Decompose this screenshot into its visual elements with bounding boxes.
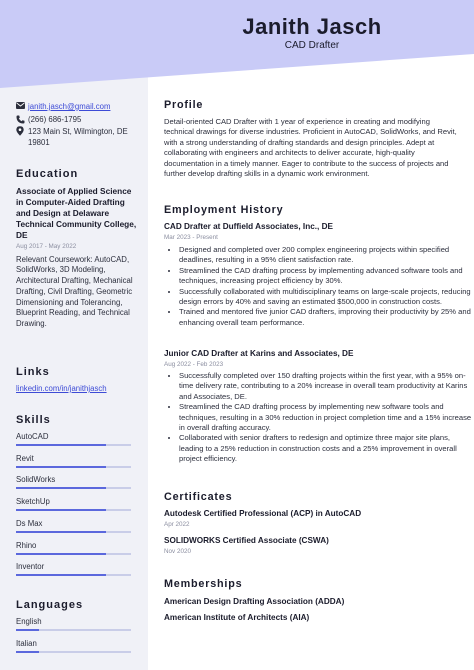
links-heading: Links [16,366,50,378]
skill-level-fill [16,574,106,576]
skill-label: Rhino [16,540,37,550]
language-label: Italian [16,638,37,648]
phone-icon [16,115,28,126]
skill-label: Inventor [16,562,45,572]
job-bullet: • Trained and mentored five junior CAD drafters, improving their productivity by 25% and enhancing overall team performance. [179,307,474,328]
skills-heading: Skills [16,414,51,426]
certificate-title: Autodesk Certified Professional (ACP) in AutoCAD [164,509,362,518]
job-bullet: • Successfully collaborated with multidisciplinary teams on large-scale projects, reducing design errors by 40% and saving an estimated $500,000 in construction costs. [179,287,474,308]
skill-label: SketchUp [16,497,50,507]
skill-label: Revit [16,453,34,463]
email-link[interactable]: janith.jasch@gmail.com [28,102,111,111]
job-bullets [164,245,474,328]
skill-level-fill [16,466,106,468]
education-degree: Associate of Applied Science in Computer-Aided Drafting and Design at Delaware Technical Community College, DE [16,186,137,240]
skill-level-bar [16,531,131,533]
job-dates: Mar 2023 - Present [164,234,218,241]
education-block [16,186,138,330]
language-level-fill [16,651,39,653]
employment-heading: Employment History [164,204,284,216]
skill-level-fill [16,531,106,533]
profile-heading: Profile [164,99,204,111]
skill-level-fill [16,487,106,489]
job-title: CAD Drafter at Duffield Associates, Inc., DE [164,222,333,231]
language-level-bar [16,629,131,631]
contact-address-row [16,126,138,148]
job-title: Junior CAD Drafter at Karins and Associates, DE [164,349,354,358]
education-heading: Education [16,168,79,180]
phone-number: (266) 686-1795 [28,115,82,124]
job-bullet: • Streamlined the CAD drafting process by implementing new software tools and techniques, resulting in a 30% reduction in project completion time and a 15% increase in overall drafting accuracy. [179,402,474,433]
skill-level-bar [16,444,131,446]
certificate-title: SOLIDWORKS Certified Associate (CSWA) [164,536,329,545]
candidate-name: Janith Jasch [242,14,382,39]
skill-label: AutoCAD [16,432,49,441]
certificate-date: Nov 2020 [164,548,191,555]
membership-item: American Institute of Architects (AIA) [164,613,310,622]
job-bullet: • Successfully completed over 150 drafting projects within the first year, with a 95% on-time delivery rate, contributing to a 20% increase in overall team productivity at Karins and Associates, DE. [179,371,474,402]
language-level-fill [16,629,39,631]
languages-heading: Languages [16,599,84,611]
address-text: 123 Main St, Wilmington, DE 19801 [28,127,128,147]
skill-level-fill [16,444,106,446]
membership-item: American Design Drafting Association (ADDA) [164,597,345,606]
language-label: English [16,617,42,626]
skill-level-bar [16,487,131,489]
language-level-bar [16,651,131,653]
job-bullets [164,371,474,465]
candidate-role: CAD Drafter [284,40,340,51]
skill-level-bar [16,466,131,468]
skill-label: Ds Max [16,518,43,528]
education-dates: Aug 2017 - May 2022 [16,243,77,250]
skill-level-bar [16,574,131,576]
profile-text: Detail-oriented CAD Drafter with 1 year of experience in creating and modifying technical drawings for diverse industries. Proficient in AutoCAD, SolidWorks, and Revit, with a strong understanding of drafting standards and design principles. Adept at collaborating with engineers and architects to deliver accurate, high-quality documentation in a timely manner. Eager to contribute to the success of projects and further develop drafting skills in a dynamic work environment. [164,117,457,179]
certificates-heading: Certificates [164,491,233,503]
education-coursework: Relevant Coursework: AutoCAD, SolidWorks, 3D Modeling, Architectural Drafting, Mechanical Drafting, Civil Drafting, Geometric Dimensioning and Tolerancing, Blueprint Reading, and Technical Drawing. [16,254,133,328]
skill-level-fill [16,553,106,555]
skill-level-fill [16,509,106,511]
job-bullet: • Designed and completed over 200 complex engineering projects within specified deadlines, resulting in a 95% client satisfaction rate. [179,245,474,266]
contact-phone-row [16,115,81,126]
memberships-heading: Memberships [164,578,243,590]
job-bullet: • Streamlined the CAD drafting process by implementing advanced software tools and techniques, increasing project efficiency by 30%. [179,266,474,287]
job-bullet: • Collaborated with senior drafters to redesign and optimize three major site plans, leading to a 25% reduction in construction costs and a 25% improvement in overall project efficiency. [179,433,474,464]
certificate-date: Apr 2022 [164,521,190,528]
skill-level-bar [16,509,131,511]
skill-level-bar [16,553,131,555]
envelope-icon [16,102,28,111]
linkedin-link[interactable]: linkedin.com/in/janithjasch [16,384,107,393]
location-pin-icon [16,126,28,148]
contact-email-row [16,102,110,111]
job-dates: Aug 2022 - Feb 2023 [164,361,224,368]
skill-label: SolidWorks [16,475,56,485]
